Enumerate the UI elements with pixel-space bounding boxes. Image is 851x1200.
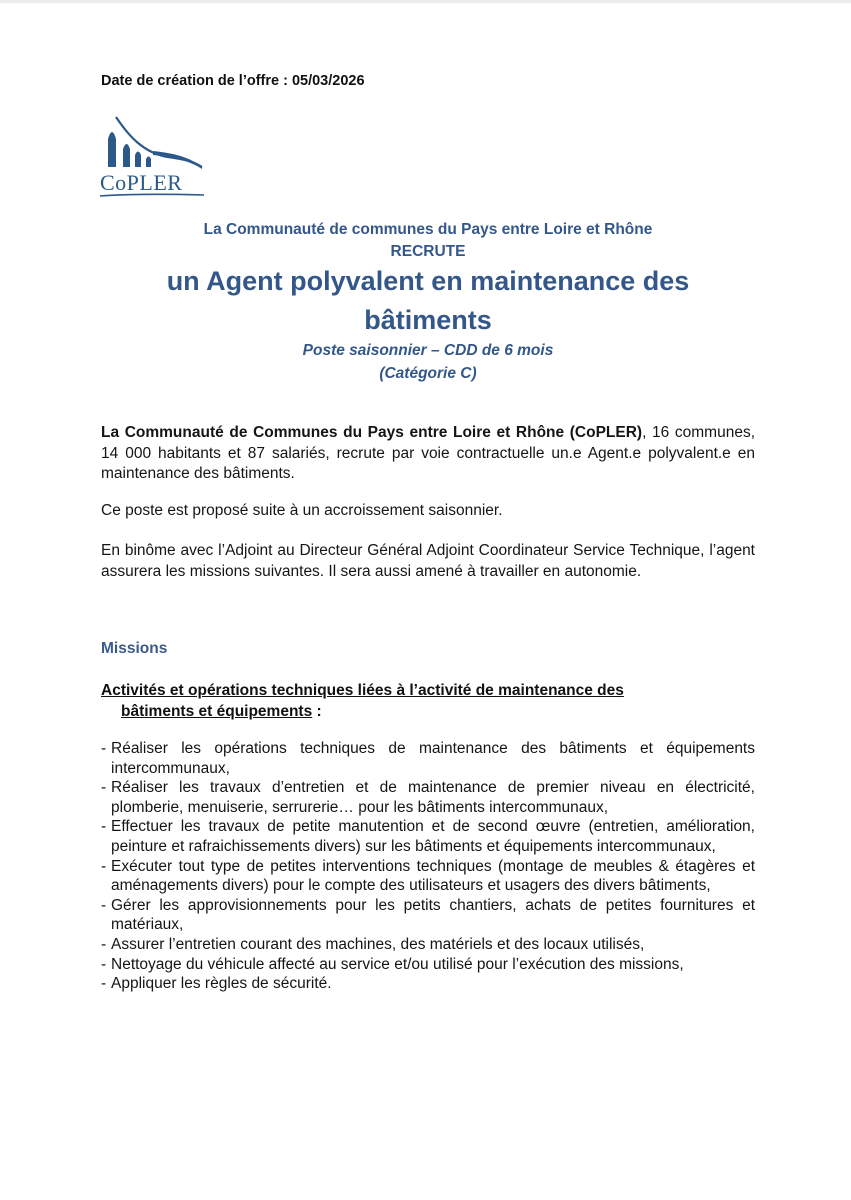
intro-organization-rest: , 16 communes, 14 000 habitants et 87 salariés, recrute par voie contractuelle un.e Agent.e polyvalent.e en maintenance des bâtiments.: [101, 424, 755, 482]
list-item: - Appliquer les règles de sécurité.: [101, 975, 332, 993]
dash-bullet-icon: -: [101, 935, 107, 953]
dash-bullet-icon: -: [101, 857, 107, 875]
list-item: - Nettoyage du véhicule affecté au service et/ou utilisé pour l’exécution des missions,: [101, 955, 684, 973]
recruits-label: RECRUTE: [390, 243, 466, 260]
list-item: - Exécuter tout type de petites interventions techniques (montage de meubles & étagères et aménagements divers) pour le compte des utilisateurs et usagers des divers bâtiments,: [101, 857, 755, 895]
activity-title-line2: bâtiments et équipements: [121, 702, 313, 720]
svg-text:CoPLER: CoPLER: [100, 170, 183, 195]
intro-organization-bold: La Communauté de Communes du Pays entre Loire et Rhône (CoPLER): [101, 424, 643, 441]
list-item: - Assurer l’entretien courant des machines, des matériels et des locaux utilisés,: [101, 935, 645, 953]
activity-title-line1: Activités et opérations techniques liées à l’activité de maintenance des: [101, 682, 624, 699]
list-item: - Gérer les approvisionnements pour les petits chantiers, achats de petites fournitures et matériaux,: [101, 896, 755, 934]
list-item: - Réaliser les travaux d’entretien et de maintenance de premier niveau en électricité, plomberie, menuiserie, serrurerie… pour les bâtiments intercommunaux,: [101, 779, 755, 816]
dash-bullet-icon: -: [101, 740, 107, 757]
missions-heading: Missions: [101, 640, 168, 657]
job-category: (Catégorie C): [379, 365, 477, 382]
task-list: [101, 739, 755, 994]
copler-bridge-logo-icon: [98, 115, 208, 200]
dash-bullet-icon: -: [101, 896, 107, 914]
intro-paragraph-organization: [101, 423, 755, 485]
dash-bullet-icon: -: [101, 779, 107, 797]
activity-section-title: [101, 681, 721, 722]
copler-logo: [98, 115, 208, 200]
organization-name: La Communauté de communes du Pays entre Loire et Rhône: [203, 221, 653, 238]
job-title: un Agent polyvalent en maintenance des bâtiments: [166, 266, 690, 335]
dash-bullet-icon: -: [101, 955, 107, 973]
dash-bullet-icon: -: [101, 818, 107, 836]
activity-title-suffix: :: [312, 702, 322, 720]
dash-bullet-icon: -: [101, 975, 107, 993]
list-item: - Réaliser les opérations techniques de maintenance des bâtiments et équipements intercommunaux,: [101, 740, 755, 777]
list-item: - Effectuer les travaux de petite manutention et de second œuvre (entretien, amélioration, peinture et rafraichissements divers) sur les bâtiments et équipements intercommunaux,: [101, 818, 755, 855]
intro-paragraph-supervision: En binôme avec l’Adjoint au Directeur Général Adjoint Coordinateur Service Technique, l’agent assurera les missions suivantes. Il sera aussi amené à travailler en autonomie.: [101, 542, 755, 580]
offer-creation-date: Date de création de l’offre : 05/03/2026: [101, 73, 365, 89]
top-edge-strip: [0, 0, 851, 3]
contract-type: Poste saisonnier – CDD de 6 mois: [302, 342, 554, 359]
intro-paragraph-seasonal: Ce poste est proposé suite à un accroissement saisonnier.: [101, 502, 503, 519]
